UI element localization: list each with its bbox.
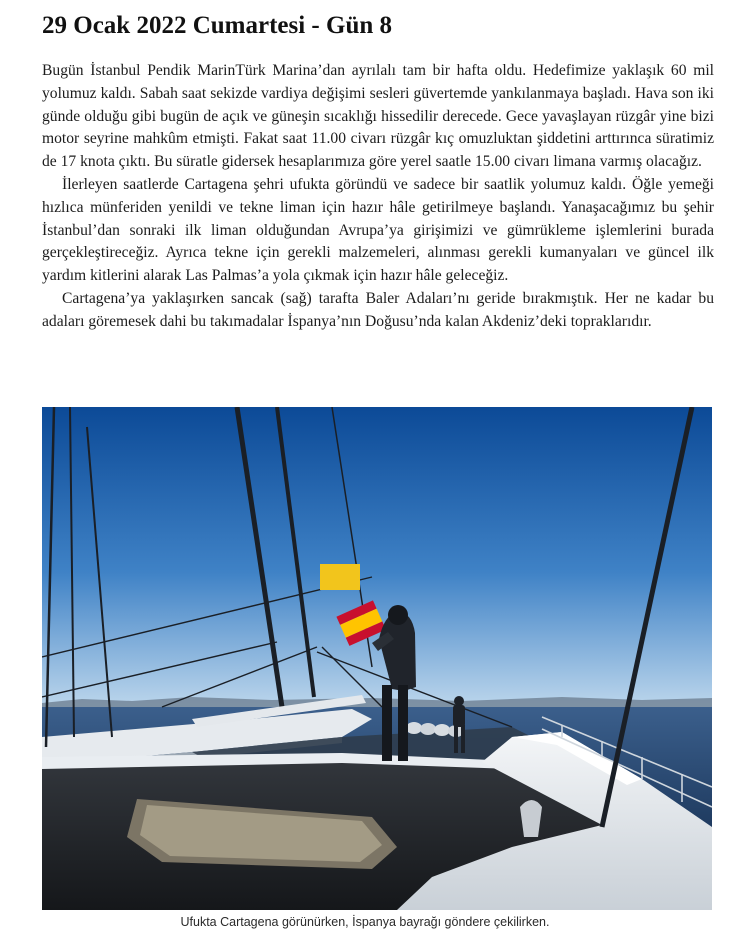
paragraph-2: İlerleyen saatlerde Cartagena şehri ufukta göründü ve sadece bir saatlik yolumuz kaldı. Öğle yemeği hızlıca münferiden yenildi ve tekne liman için hazır hâle getirilmeye başlandı. Yanaşacağımız bu şehir İstanbul’dan sonraki ilk liman olduğundan Avrupa’ya girişimizi ve gümrükleme işlemlerini burada gerçekleştireceğiz. Ayrıca tekne için gerekli malzemeleri, alınması gerekli kumanyaları ve güncel ilk yardım kitlerini alarak Las Palmas’a yola çıkmak için hazır hâle geleceğiz. [42,175,714,285]
page-title: 29 Ocak 2022 Cumartesi - Gün 8 [42,12,392,39]
winch [520,800,542,837]
photo-illustration [42,407,712,910]
paragraph-3: Cartagena’ya yaklaşırken sancak (sağ) tarafta Baler Adaları’nı geride bırakmıştık. Her ne kadar bu adaları göremesek dahi bu takımadalar İspanya’nın Doğusu’nda kalan Akdeniz’deki topraklarıdır. [42,289,714,330]
article-body [42,60,714,334]
photo-caption: Ufukta Cartagena görünürken, İspanya bayrağı göndere çekilirken. [180,915,550,929]
quarantine-flag [320,564,360,590]
sky [42,407,712,707]
catamaran-photo [42,407,712,910]
paragraph-1: Bugün İstanbul Pendik MarinTürk Marina’dan ayrılalı tam bir hafta oldu. Hedefimize yaklaşık 60 mil yolumuz kaldı. Sabah saat sekizde vardiya değişimi sesleri güvertemde yankılanmaya başladı. Hava son iki günde olduğu gibi bugün de açık ve güneşin sıcaklığı hissedilir derecede. Gece yavaşlayan rüzgâr yine bizi motor seyrine mahkûm etmişti. Fakat saat 11.00 civarı rüzgâr kıç omuzluktan şiddetini arttırınca süratimiz de 17 knota çıktı. Bu süratle gidersek hesaplarımıza göre yerel saatle 15.00 civarı limana varmış olacağız. [42,62,714,171]
